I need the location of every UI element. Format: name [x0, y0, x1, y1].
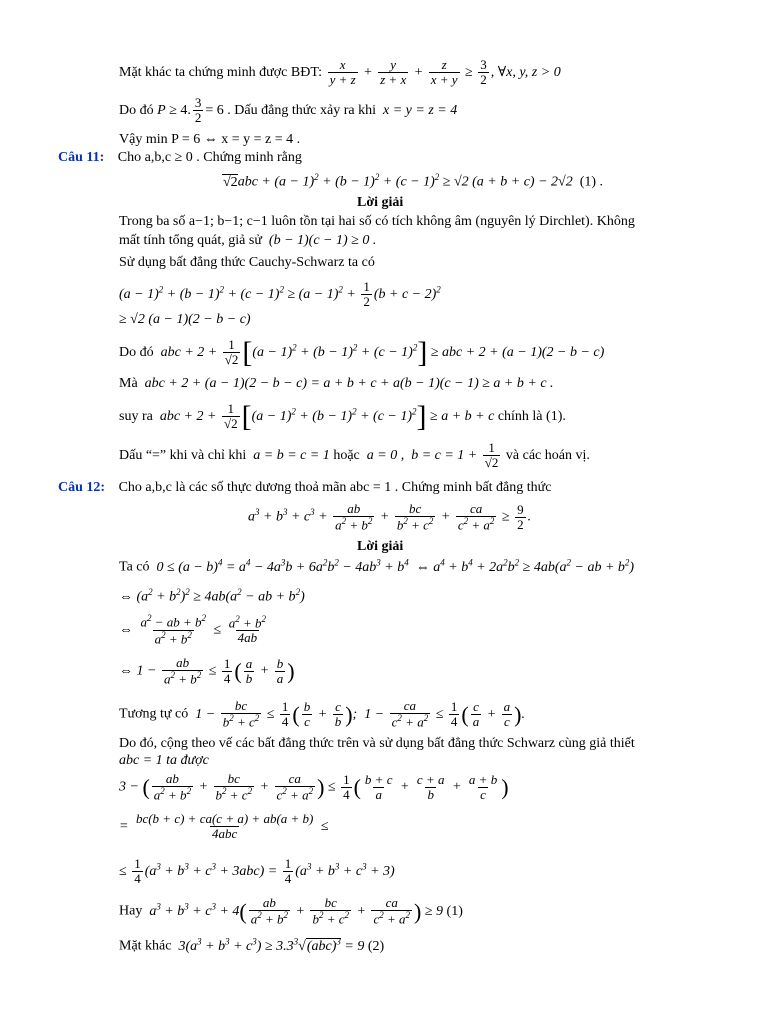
eq-tuong-tu: Tương tự có 1 − $\frac{bc}{b^2 + c^2}$ ≤ $\frac{1}{4}$ ( $\frac{b}{c}$ + $\frac{c}{b}$ ); 1 − $\frac{ca}{c^2 + a^2}$ ≤ $\frac{1}{4}$ ( $\frac{c}{a}$ + $\frac{a}{c}$ ).: [119, 698, 525, 730]
q11-formula: $√2abc + (a - 1)^2 + (b - 1)^2 + (c - 1)^2 \ge √2$ (a + b + c) − 2√2 (1) .: [223, 172, 604, 190]
eq-cubes: ≤ $\frac{1}{4}$ $(a^3 + b^3 + c^3 + 3abc)$ = $\frac{1}{4}$ $(a^3 + b^3 + c^3 + 3)$: [119, 856, 395, 887]
eq-hay: Hay $a^3 + b^3 + c^3 + 4$( $\frac{ab}{a^2 + b^2}$ + $\frac{bc}{b^2 + c^2}$ + $\frac{ca}{c^2 + a^2}$ ) ≥ 9 (1): [119, 895, 463, 927]
text: Dấu “=” khi và chỉ khi: [119, 448, 247, 464]
para-abc: abc = 1 ta được: [119, 753, 209, 768]
eq-cs-1: $(a - 1)^2 + (b - 1)^2 + (c - 1)^2 \ge (a - 1)^2$ + $\frac{1}{2}$ $(b + c - 2)^2$: [119, 279, 441, 310]
eq-do-do: Do đó abc + 2 + $\frac{1}{√2}$ $[(a - 1)^2 + (b - 1)^2 + (c - 1)^2]$ ≥ abc + 2 + (a − 1)(2 − b − c): [119, 335, 605, 369]
text: suy ra: [119, 409, 153, 425]
eq-ta-co: Ta có $0 \le (a - b)^4 = a^4 - 4a^3b + 6a^2b^2 - 4ab^3 + b^4$ ⇔ $a^4 + b^4 + 2a^2b^2 \ge 4ab(a^2$ − ab + $b^2$): [119, 557, 635, 575]
eq-cs-2: ≥ √2 (a − 1)(2 − b − c): [119, 312, 251, 327]
q12-formula: $a^3 + b^3 + c^3$ + $\frac{ab}{a^2 + b^2}$ + $\frac{bc}{b^2 + c^2}$ + $\frac{ca}{c^2 + a^2}$ ≥ $\frac{9}{2}$ .: [248, 501, 532, 533]
text: ∀x, y, z > 0: [497, 65, 561, 81]
text: Cho a,b,c ≥ 0 . Chứng minh rằng: [117, 150, 302, 165]
line-do-do: Do đó P ≥ 4. $\frac{3}{2}$ = 6 . Dấu đẳng thức xảy ra khi x = y = z = 4: [119, 95, 458, 126]
eq-step-4: ⇔ 1 − $\frac{ab}{a^2 + b^2}$ ≤ $\frac{1}{4}$ ( $\frac{a}{b}$ + $\frac{b}{a}$ ): [119, 655, 295, 687]
eq-step-2: ⇔ $(a^2 + b^2)^2 \ge 4ab(a^2$ − ab + $b^2$): [119, 587, 305, 605]
text: Do đó: [119, 345, 154, 361]
text: Do đó: [119, 103, 154, 119]
text: mất tính tổng quát, giả sử: [119, 233, 262, 248]
text: Ta có: [119, 559, 150, 575]
text: Dấu đẳng thức xảy ra khi: [234, 103, 376, 119]
text: và các hoán vị.: [505, 448, 590, 464]
question-label: Câu 12:: [58, 480, 106, 495]
para-3: Sử dụng bất đẳng thức Cauchy-Schwarz ta có: [119, 255, 375, 270]
text: hoặc: [333, 448, 360, 464]
text: Tương tự có: [119, 706, 189, 722]
text: Mặt khác ta chứng minh được BĐT:: [119, 65, 323, 81]
q11-header: [58, 151, 302, 165]
line-bdt: Mặt khác ta chứng minh được BĐT: $\frac{x}{y + z}$ + $\frac{y}{z + x}$ + $\frac{z}{x + y}$ ≥ $\frac{3}{2}$ , ∀x, y, z > 0: [119, 57, 561, 88]
text: Hay: [119, 903, 143, 919]
question-label: Câu 11:: [58, 150, 105, 165]
eq-suy-ra: suy ra abc + 2 + $\frac{1}{√2}$ $[(a - 1)^2 + (b - 1)^2 + (c - 1)^2] \ge a + b + c$ chính là (1).: [119, 399, 566, 433]
eq-frac: = bc(b + c) + ca(c + a) + ab(a + b) 4abc ≤: [119, 811, 329, 842]
para-2: mất tính tổng quát, giả sử (b − 1)(c − 1) ≥ 0 .: [119, 233, 377, 248]
text: Mà: [119, 376, 138, 391]
q12-header: [58, 481, 551, 495]
solution-title-1: Lời giải: [357, 195, 404, 210]
eq-step-3: ⇔ $\frac{a^2 - ab + b^2}{a^2 + b^2}$ ≤ $\frac{a^2 + b^2}{4ab}$: [119, 613, 267, 646]
text: Mặt khác: [119, 938, 172, 954]
eq-mat-khac: Mặt khác $3(a^3 + b^3 + c^3) \ge 3.3^3√(abc)^3 = 9$ (2): [119, 936, 385, 954]
eq-sum: 3 − ( $\frac{ab}{a^2 + b^2}$ + $\frac{bc}{b^2 + c^2}$ + $\frac{ca}{c^2 + a^2}$ ) ≤ $\frac{1}{4}$ ( $\frac{b + c}{a}$ + $\frac{c + a}{b}$ + $\frac{a + b}{c}$ ): [119, 771, 509, 803]
solution-title-2: Lời giải: [357, 539, 404, 554]
line-min: [119, 133, 300, 147]
text: chính là: [497, 409, 543, 425]
text: Cho a,b,c là các số thực dương thoả mãn abc = 1 . Chứng minh bất đẳng thức: [118, 480, 552, 495]
para-1: Trong ba số a−1; b−1; c−1 luôn tồn tại hai số có tích không âm (nguyên lý Dirchlet). Không: [119, 214, 635, 229]
eq-ma: Mà abc + 2 + (a − 1)(2 − b − c) = a + b + c + a(b − 1)(c − 1) ≥ a + b + c .: [119, 376, 554, 391]
para-do-do-2: Do đó, cộng theo vế các bất đẳng thức trên và sử dụng bất đẳng thức Schwarz cùng giả thiết: [119, 736, 635, 751]
eq-dau-bang: Dấu “=” khi và chỉ khi a = b = c = 1 hoặc a = 0 , b = c = 1 + $\frac{1}{√2}$ và các hoán vị.: [119, 440, 590, 471]
text: Vậy min P = 6 ⇔ x = y = z = 4 .: [119, 132, 301, 147]
